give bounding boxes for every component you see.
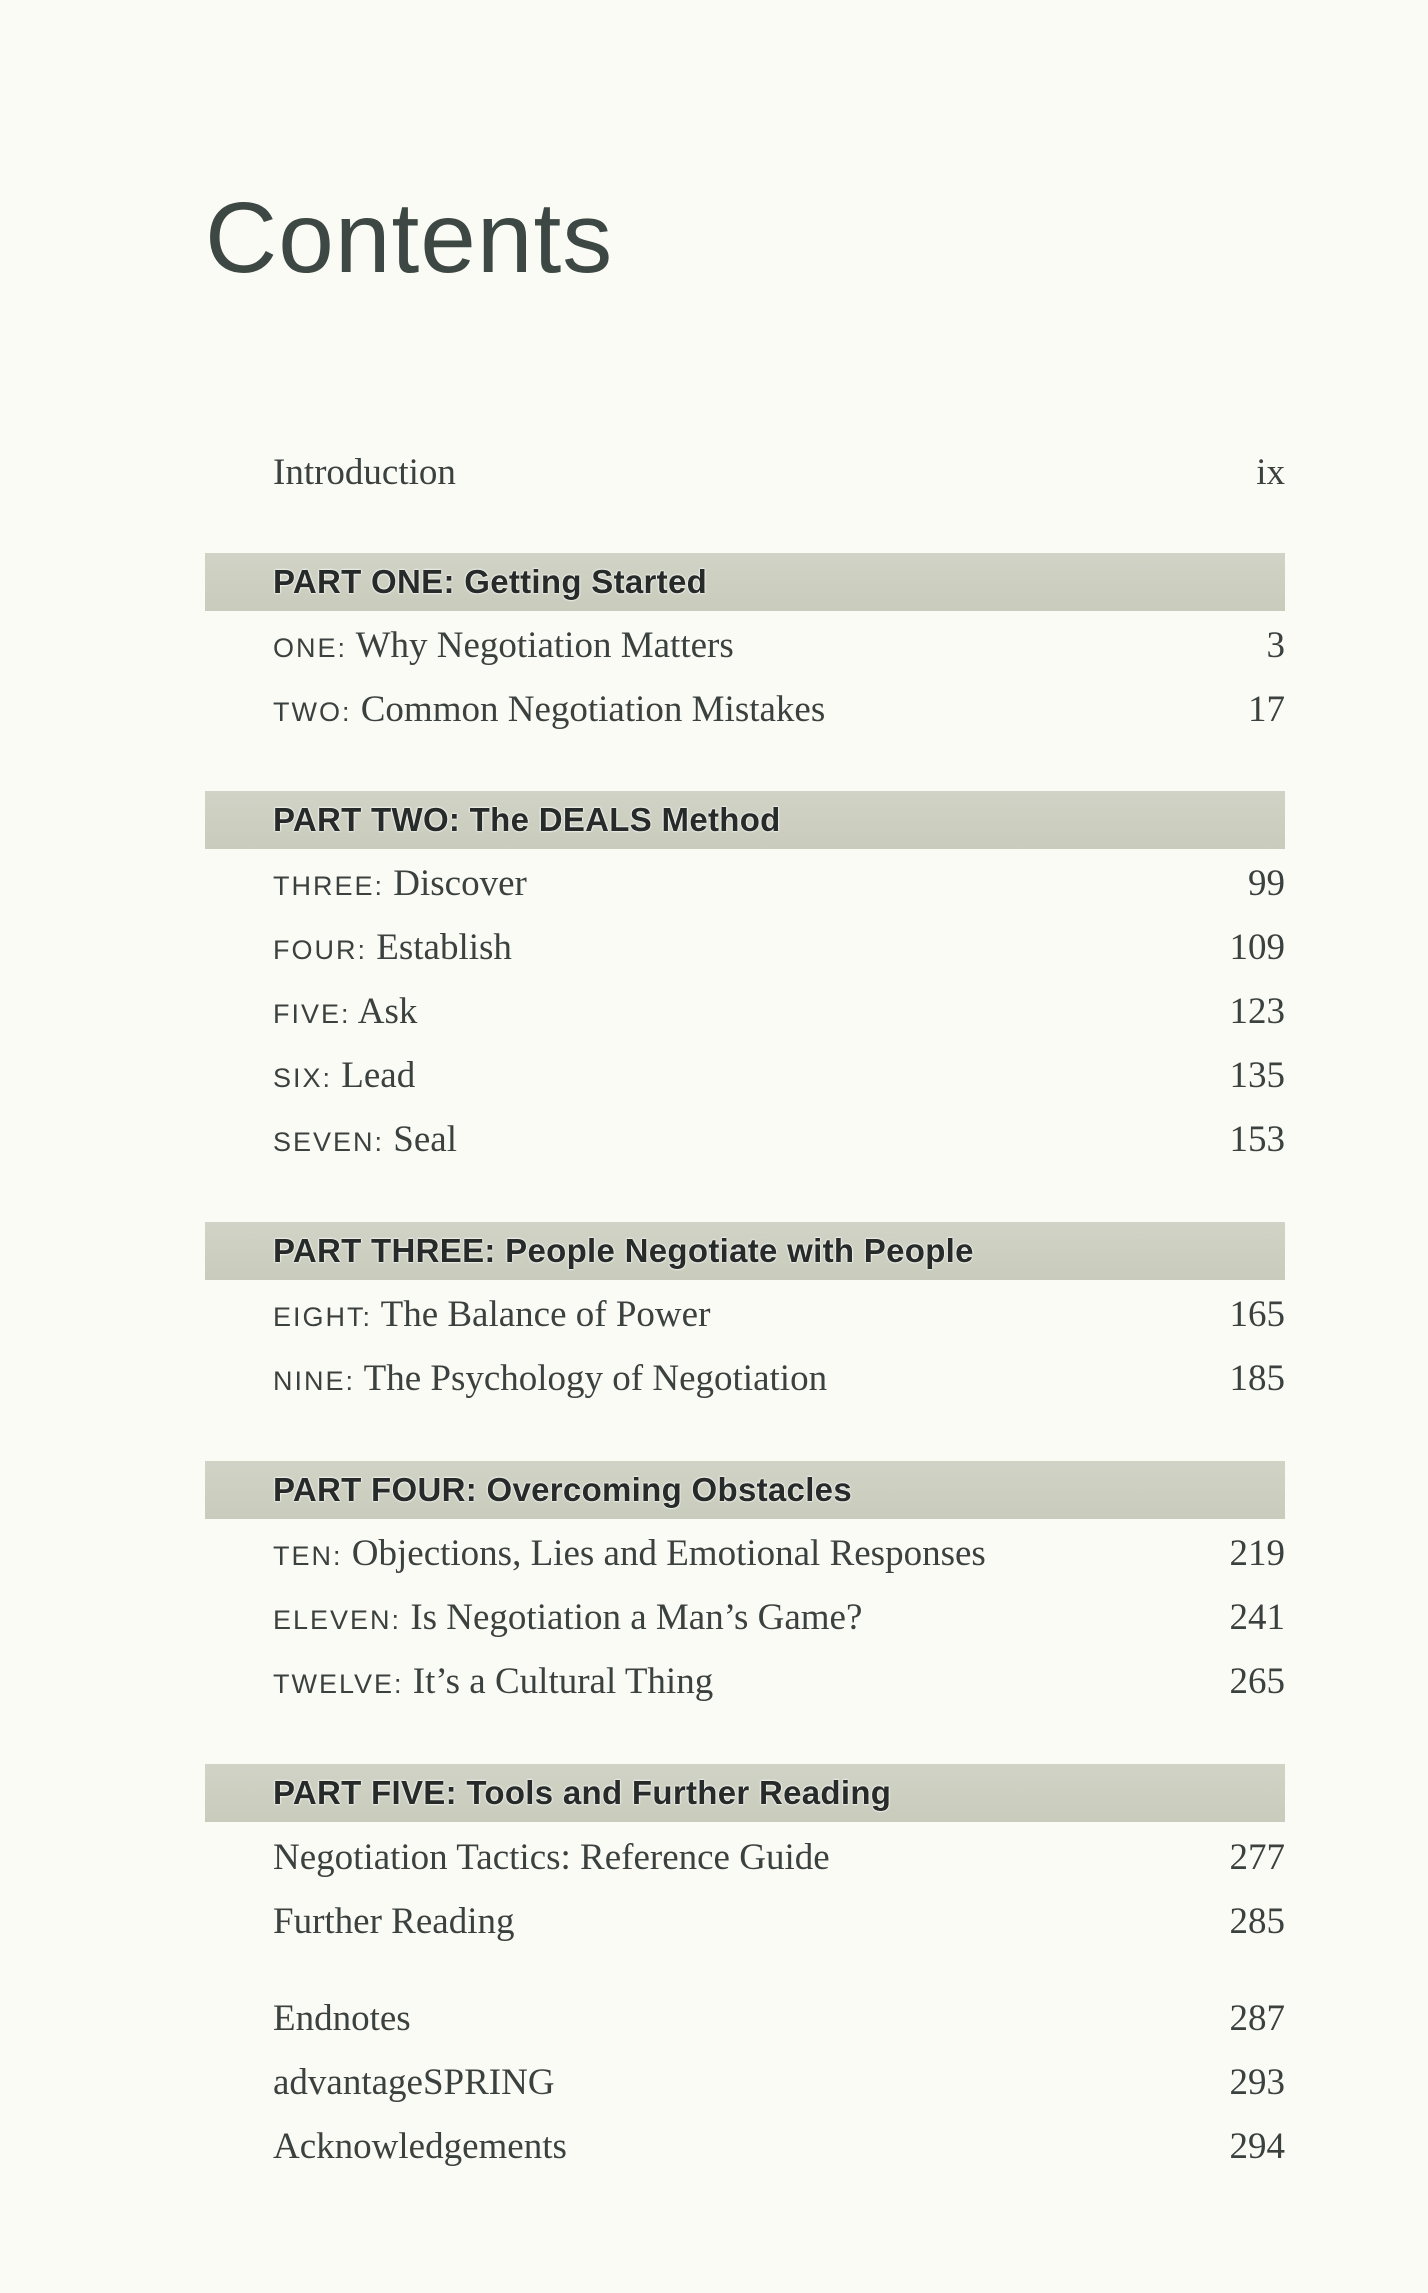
part-label: PART THREE: People Negotiate with People — [273, 1232, 974, 1269]
chapter-number: ELEVEN: — [273, 1604, 402, 1635]
entry-title: Objections, Lies and Emotional Responses — [351, 1532, 986, 1574]
chapter-number: THREE: — [273, 870, 385, 901]
toc-entry-advantagespring[interactable] — [273, 2050, 1285, 2114]
page-number: 17 — [1248, 688, 1285, 730]
part-label: PART FIVE: Tools and Further Reading — [273, 1774, 892, 1811]
part-label: PART ONE: Getting Started — [273, 563, 708, 600]
page-title: Contents — [205, 182, 614, 294]
toc-entry-acknowledgements[interactable] — [273, 2114, 1285, 2178]
toc-entry-reference-guide[interactable] — [273, 1825, 1285, 1889]
chapter-number: NINE: — [273, 1365, 356, 1396]
toc-entry-chapter-three[interactable] — [273, 851, 1285, 915]
page-number: 109 — [1229, 926, 1285, 968]
page-number: 294 — [1229, 2125, 1285, 2167]
toc-entry-introduction[interactable] — [273, 440, 1285, 504]
part-header-one — [205, 553, 1285, 611]
part-header-five — [205, 1764, 1285, 1822]
entry-title: It’s a Cultural Thing — [412, 1660, 714, 1702]
toc-entry-chapter-twelve[interactable] — [273, 1649, 1285, 1713]
entry-title: Further Reading — [273, 1900, 515, 1942]
chapter-number: FIVE: — [273, 998, 351, 1029]
entry-title: Why Negotiation Matters — [355, 624, 734, 666]
entry-title: Is Negotiation a Man’s Game? — [410, 1596, 863, 1638]
chapter-number: FOUR: — [273, 934, 367, 965]
entry-title: advantageSPRING — [273, 2061, 555, 2103]
entry-title: Introduction — [273, 451, 456, 493]
entry-title: Common Negotiation Mistakes — [360, 688, 826, 730]
part-header-two — [205, 791, 1285, 849]
chapter-number: TWO: — [273, 696, 352, 727]
part-label: PART FOUR: Overcoming Obstacles — [273, 1471, 852, 1508]
chapter-number: TWELVE: — [273, 1668, 404, 1699]
part-label: PART TWO: The DEALS Method — [273, 801, 781, 838]
page-number: 165 — [1229, 1293, 1285, 1335]
page-number: 99 — [1248, 862, 1285, 904]
entry-title: Discover — [393, 862, 527, 904]
page-number: 153 — [1229, 1118, 1285, 1160]
toc-entry-chapter-nine[interactable] — [273, 1346, 1285, 1410]
page-number: ix — [1256, 451, 1285, 493]
entry-title: Endnotes — [273, 1997, 411, 2039]
toc-entry-chapter-one[interactable] — [273, 613, 1285, 677]
page-number: 293 — [1229, 2061, 1285, 2103]
entry-title: Acknowledgements — [273, 2125, 567, 2167]
toc-entry-chapter-seven[interactable] — [273, 1107, 1285, 1171]
page-number: 277 — [1229, 1836, 1285, 1878]
entry-title: Negotiation Tactics: Reference Guide — [273, 1836, 830, 1878]
toc-entry-chapter-six[interactable] — [273, 1043, 1285, 1107]
page-number: 123 — [1229, 990, 1285, 1032]
chapter-number: SIX: — [273, 1062, 333, 1093]
entry-title: Ask — [357, 990, 418, 1032]
entry-title: Lead — [341, 1054, 416, 1096]
toc-entry-chapter-five[interactable] — [273, 979, 1285, 1043]
toc-entry-chapter-eleven[interactable] — [273, 1585, 1285, 1649]
entry-title: The Balance of Power — [380, 1293, 711, 1335]
page-number: 285 — [1229, 1900, 1285, 1942]
page-number: 185 — [1229, 1357, 1285, 1399]
part-header-four — [205, 1461, 1285, 1519]
toc-entry-endnotes[interactable] — [273, 1986, 1285, 2050]
chapter-number: EIGHT: — [273, 1301, 373, 1332]
chapter-number: SEVEN: — [273, 1126, 385, 1157]
toc-entry-chapter-four[interactable] — [273, 915, 1285, 979]
chapter-number: ONE: — [273, 632, 348, 663]
chapter-number: TEN: — [273, 1540, 343, 1571]
page-number: 135 — [1229, 1054, 1285, 1096]
entry-title: Seal — [393, 1118, 457, 1160]
toc-entry-chapter-ten[interactable] — [273, 1521, 1285, 1585]
page-number: 241 — [1229, 1596, 1285, 1638]
entry-title: The Psychology of Negotiation — [363, 1357, 828, 1399]
page-number: 3 — [1266, 624, 1285, 666]
entry-title: Establish — [376, 926, 512, 968]
page-number: 265 — [1229, 1660, 1285, 1702]
page-number: 219 — [1229, 1532, 1285, 1574]
toc-entry-further-reading[interactable] — [273, 1889, 1285, 1953]
toc-entry-chapter-two[interactable] — [273, 677, 1285, 741]
toc-entry-chapter-eight[interactable] — [273, 1282, 1285, 1346]
part-header-three — [205, 1222, 1285, 1280]
page-number: 287 — [1229, 1997, 1285, 2039]
